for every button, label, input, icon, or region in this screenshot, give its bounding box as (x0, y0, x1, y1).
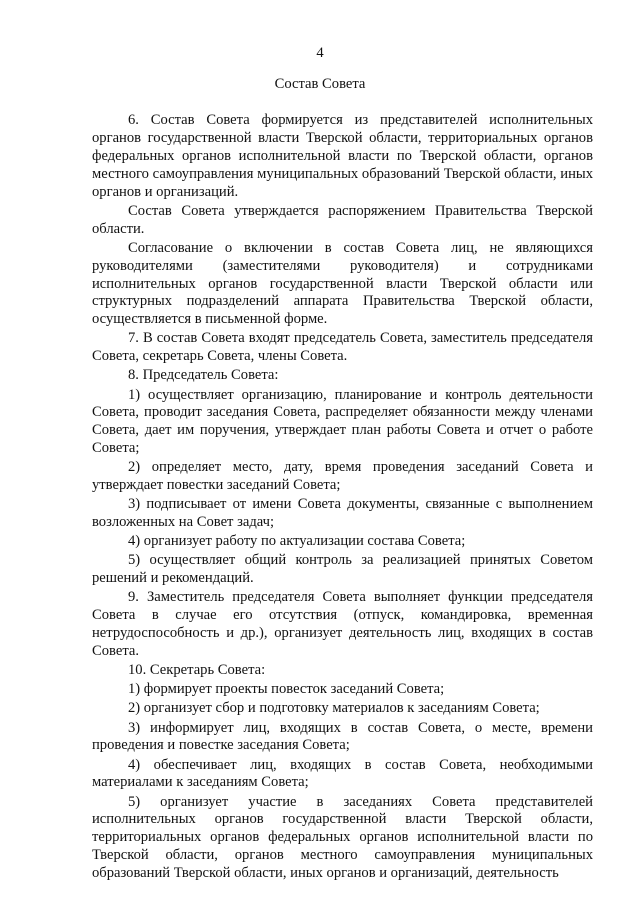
paragraph-7-members: 7. В состав Совета входят председатель Совета, заместитель председателя Совета, секретарь Совета, члены Совета. (92, 330, 593, 365)
secretary-duty-1: 1) формирует проекты повесток заседаний Совета; (128, 681, 445, 698)
paragraph-10-secretary: 10. Секретарь Совета: (128, 662, 266, 679)
chairman-duty-3: 3) подписывает от имени Совета документы, связанные с выполнением возложенных на Совет задач; (92, 496, 593, 531)
chairman-duty-4: 4) организует работу по актуализации состава Совета; (128, 533, 466, 550)
section-title: Состав Совета (274, 76, 366, 92)
secretary-duty-2: 2) организует сбор и подготовку материалов к заседаниям Совета; (128, 700, 540, 717)
paragraph-9-deputy-chairman: 9. Заместитель председателя Совета выполняет функции председателя Совета в случае его отсутствия (отпуск, командировка, временная нетрудоспособность и др.), организует деятельность лиц, входящих в состав Совета. (92, 589, 593, 660)
paragraph-6-composition: 6. Состав Совета формируется из представителей исполнительных органов государственной власти Тверской области, территориальных органов федеральных органов исполнительной власти по Тверской области, органов местного самоуправления муниципальных образований Тверской области, иных органов и организаций. (92, 112, 593, 200)
paragraph-inclusion-agreement: Согласование о включении в состав Совета лиц, не являющихся руководителями (заместителями руководителя) и сотрудниками исполнительных органов государственной власти Тверской области или структурных подразделений аппарата Правительства Тверской области, осуществляется в письменной форме. (92, 239, 593, 328)
page-number: 4 (316, 45, 324, 61)
chairman-duty-5: 5) осуществляет общий контроль за реализацией принятых Советом решений и рекомендаций. (92, 552, 593, 587)
secretary-duty-5: 5) организует участие в заседаниях Совета представителей исполнительных органов государственной власти Тверской области, территориальных органов федеральных органов исполнительной власти по Тверской области, органов местного самоуправления муниципальных образований Тверской области, иных органов и организаций, деятельность (92, 793, 593, 882)
chairman-duty-2: 2) определяет место, дату, время проведения заседаний Совета и утверждает повестки заседаний Совета; (92, 459, 593, 494)
paragraph-composition-approval: Состав Совета утверждается распоряжением Правительства Тверской области. (92, 202, 593, 237)
document-body (92, 112, 593, 883)
chairman-duty-1: 1) осуществляет организацию, планирование и контроль деятельности Совета, проводит заседания Совета, распределяет обязанности между членами Совета, дает им поручения, утверждает план работы Совета и отчет о работе Совета; (92, 386, 593, 457)
secretary-duty-4: 4) обеспечивает лиц, входящих в состав Совета, необходимыми материалами к заседаниям Совета; (92, 756, 593, 791)
paragraph-8-chairman: 8. Председатель Совета: (128, 367, 279, 384)
secretary-duty-3: 3) информирует лиц, входящих в состав Совета, о месте, времени проведения и повестке заседания Совета; (92, 719, 593, 754)
